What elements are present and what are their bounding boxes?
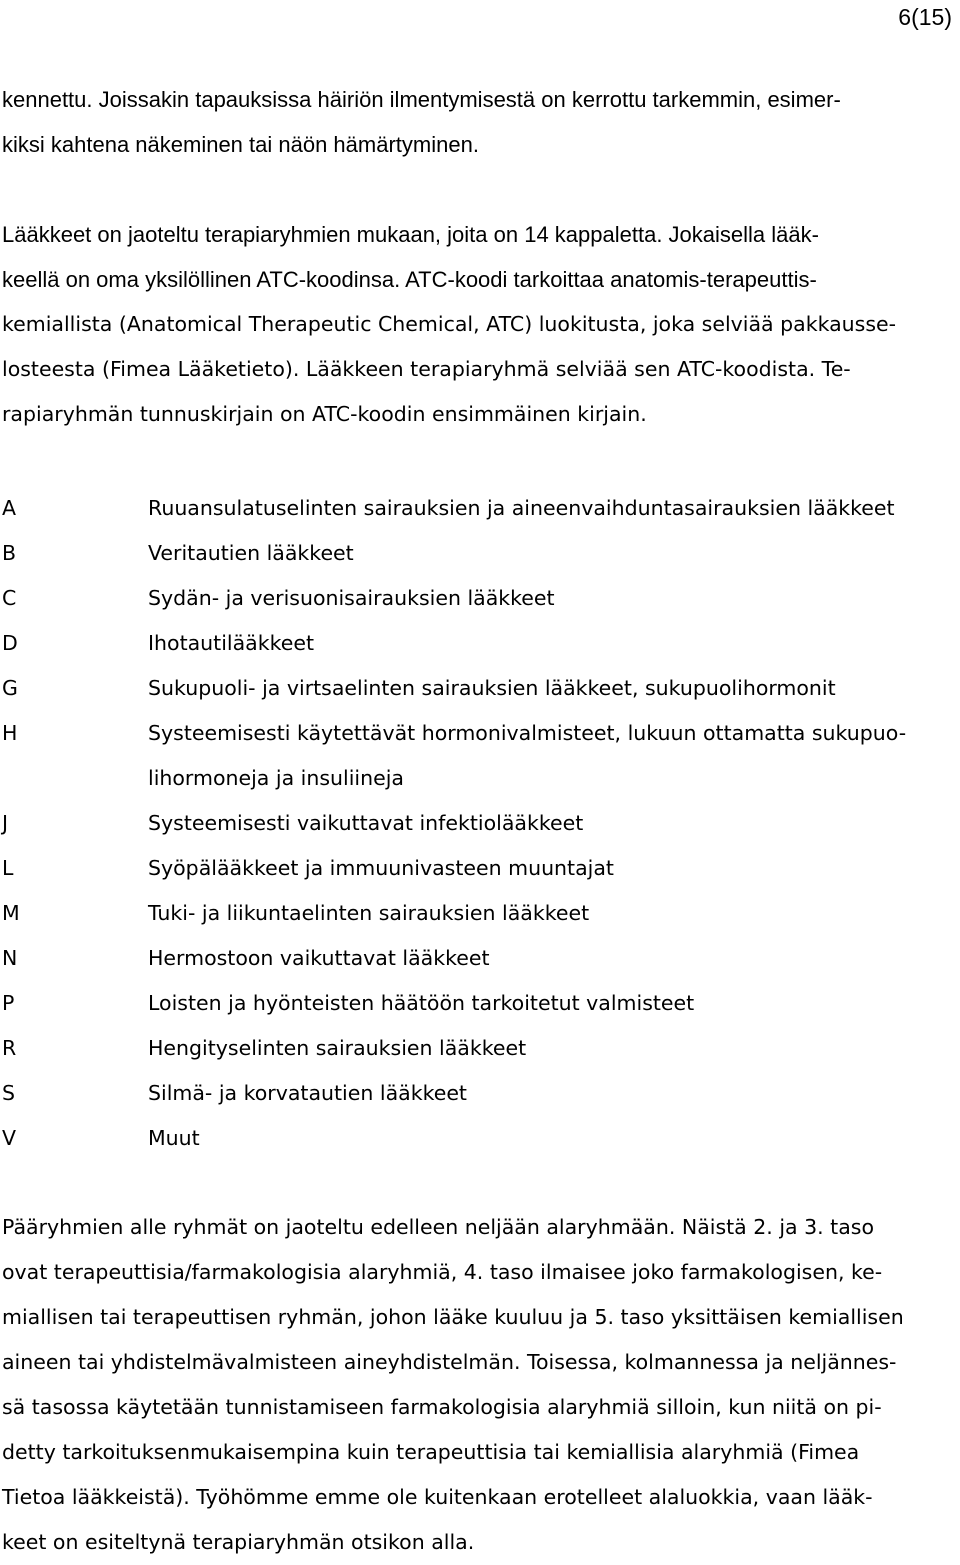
paragraph-line: keellä on oma yksilöllinen ATC-koodinsa. ATC-koodi tarkoittaa anatomis-terapeuttis- xyxy=(2,267,817,292)
atc-group-row xyxy=(0,531,960,576)
atc-group-code: H xyxy=(2,721,18,745)
subgroups-paragraph xyxy=(2,1205,958,1565)
atc-group-description xyxy=(148,621,960,666)
atc-group-description xyxy=(148,846,960,891)
atc-group-description xyxy=(148,531,960,576)
atc-group-description xyxy=(148,801,960,846)
atc-group-description-line: Ihotautilääkkeet xyxy=(148,631,315,655)
atc-group-code: V xyxy=(2,1126,17,1150)
atc-group-description xyxy=(148,666,960,711)
atc-group-description xyxy=(148,576,960,621)
atc-group-description xyxy=(148,891,960,936)
atc-group-row xyxy=(0,711,960,801)
atc-group-description xyxy=(148,1026,960,1071)
atc-group-description-line: Hengityselinten sairauksien lääkkeet xyxy=(148,1036,527,1060)
atc-group-description-line: Syöpälääkkeet ja immuunivasteen muuntajat xyxy=(148,856,614,880)
paragraph-line: miallisen tai terapeuttisen ryhmän, johon lääke kuuluu ja 5. taso yksittäisen kemiallisen xyxy=(2,1305,904,1329)
atc-group-row xyxy=(0,891,960,936)
page-number: 6(15) xyxy=(898,4,952,30)
atc-group-row xyxy=(0,576,960,621)
atc-group-list xyxy=(0,486,960,1161)
atc-group-row xyxy=(0,981,960,1026)
paragraph-line: kemiallista (Anatomical Therapeutic Chemical, ATC) luokitusta, joka selviää pakkausse- xyxy=(2,312,897,336)
atc-group-description-line: Loisten ja hyönteisten häätöön tarkoitetut valmisteet xyxy=(148,991,695,1015)
paragraph-line: kennettu. Joissakin tapauksissa häiriön ilmentymisestä on kerrottu tarkemmin, esimer- xyxy=(2,87,841,112)
paragraph-line: keet on esiteltynä terapiaryhmän otsikon alla. xyxy=(2,1530,475,1554)
atc-group-code: G xyxy=(2,676,18,700)
atc-group-code: P xyxy=(2,991,15,1015)
paragraph-line: kiksi kahtena näkeminen tai näön hämärtyminen. xyxy=(2,132,479,157)
atc-group-description-line: Systeemisesti vaikuttavat infektiolääkkeet xyxy=(148,811,584,835)
atc-group-row xyxy=(0,936,960,981)
atc-group-description-line: Tuki- ja liikuntaelinten sairauksien lääkkeet xyxy=(148,901,590,925)
atc-group-description xyxy=(148,981,960,1026)
paragraph-line: losteesta (Fimea Lääketieto). Lääkkeen terapiaryhmä selviää sen ATC-koodista. Te- xyxy=(2,357,851,381)
atc-group-description-line: Systeemisesti käytettävät hormonivalmisteet, lukuun ottamatta sukupuo- xyxy=(148,721,907,745)
atc-group-description-line: Hermostoon vaikuttavat lääkkeet xyxy=(148,946,490,970)
paragraph-line: ovat terapeuttisia/farmakologisia alaryhmiä, 4. taso ilmaisee joko farmakologisen, ke- xyxy=(2,1260,883,1284)
atc-group-row xyxy=(0,1026,960,1071)
atc-group-description-line: Sydän- ja verisuonisairauksien lääkkeet xyxy=(148,586,555,610)
intro-paragraph xyxy=(2,77,958,167)
atc-group-row xyxy=(0,666,960,711)
paragraph-line: aineen tai yhdistelmävalmisteen aineyhdistelmän. Toisessa, kolmannessa ja neljännes- xyxy=(2,1350,897,1374)
atc-group-description-line: Silmä- ja korvatautien lääkkeet xyxy=(148,1081,467,1105)
atc-group-row xyxy=(0,621,960,666)
atc-group-description xyxy=(148,486,960,531)
atc-group-code: B xyxy=(2,541,17,565)
atc-group-description xyxy=(148,711,960,801)
atc-group-description-line: Veritautien lääkkeet xyxy=(148,541,354,565)
atc-group-description-line: Ruuansulatuselinten sairauksien ja aineenvaihduntasairauksien lääkkeet xyxy=(148,496,895,520)
atc-group-row xyxy=(0,1116,960,1161)
paragraph-line: sä tasossa käytetään tunnistamiseen farmakologisia alaryhmiä silloin, kun niitä on pi- xyxy=(2,1395,882,1419)
atc-group-description xyxy=(148,936,960,981)
atc-intro-paragraph xyxy=(2,212,958,437)
atc-group-code: L xyxy=(2,856,14,880)
atc-group-description-line: Sukupuoli- ja virtsaelinten sairauksien lääkkeet, sukupuolihormonit xyxy=(148,676,836,700)
paragraph-line: Tietoa lääkkeistä). Työhömme emme ole kuitenkaan erotelleet alaluokkia, vaan lääk- xyxy=(2,1485,873,1509)
atc-group-description-line: Muut xyxy=(148,1126,200,1150)
atc-group-code: S xyxy=(2,1081,16,1105)
atc-group-code: D xyxy=(2,631,18,655)
atc-group-code: C xyxy=(2,586,17,610)
atc-group-description xyxy=(148,1116,960,1161)
atc-group-description-line: lihormoneja ja insuliineja xyxy=(148,766,404,790)
paragraph-line: rapiaryhmän tunnuskirjain on ATC-koodin ensimmäinen kirjain. xyxy=(2,402,647,426)
atc-group-code: M xyxy=(2,901,20,925)
atc-group-row xyxy=(0,801,960,846)
atc-group-code: A xyxy=(2,496,17,520)
paragraph-line: Pääryhmien alle ryhmät on jaoteltu edelleen neljään alaryhmään. Näistä 2. ja 3. taso xyxy=(2,1215,874,1239)
paragraph-line: Lääkkeet on jaoteltu terapiaryhmien mukaan, joita on 14 kappaletta. Jokaisella lääk- xyxy=(2,222,819,247)
atc-group-code: J xyxy=(2,811,9,835)
atc-group-row xyxy=(0,486,960,531)
atc-group-code: R xyxy=(2,1036,17,1060)
atc-group-description xyxy=(148,1071,960,1116)
atc-group-code: N xyxy=(2,946,18,970)
paragraph-line: detty tarkoituksenmukaisempina kuin terapeuttisia tai kemiallisia alaryhmiä (Fimea xyxy=(2,1440,860,1464)
atc-group-row xyxy=(0,846,960,891)
atc-group-row xyxy=(0,1071,960,1116)
